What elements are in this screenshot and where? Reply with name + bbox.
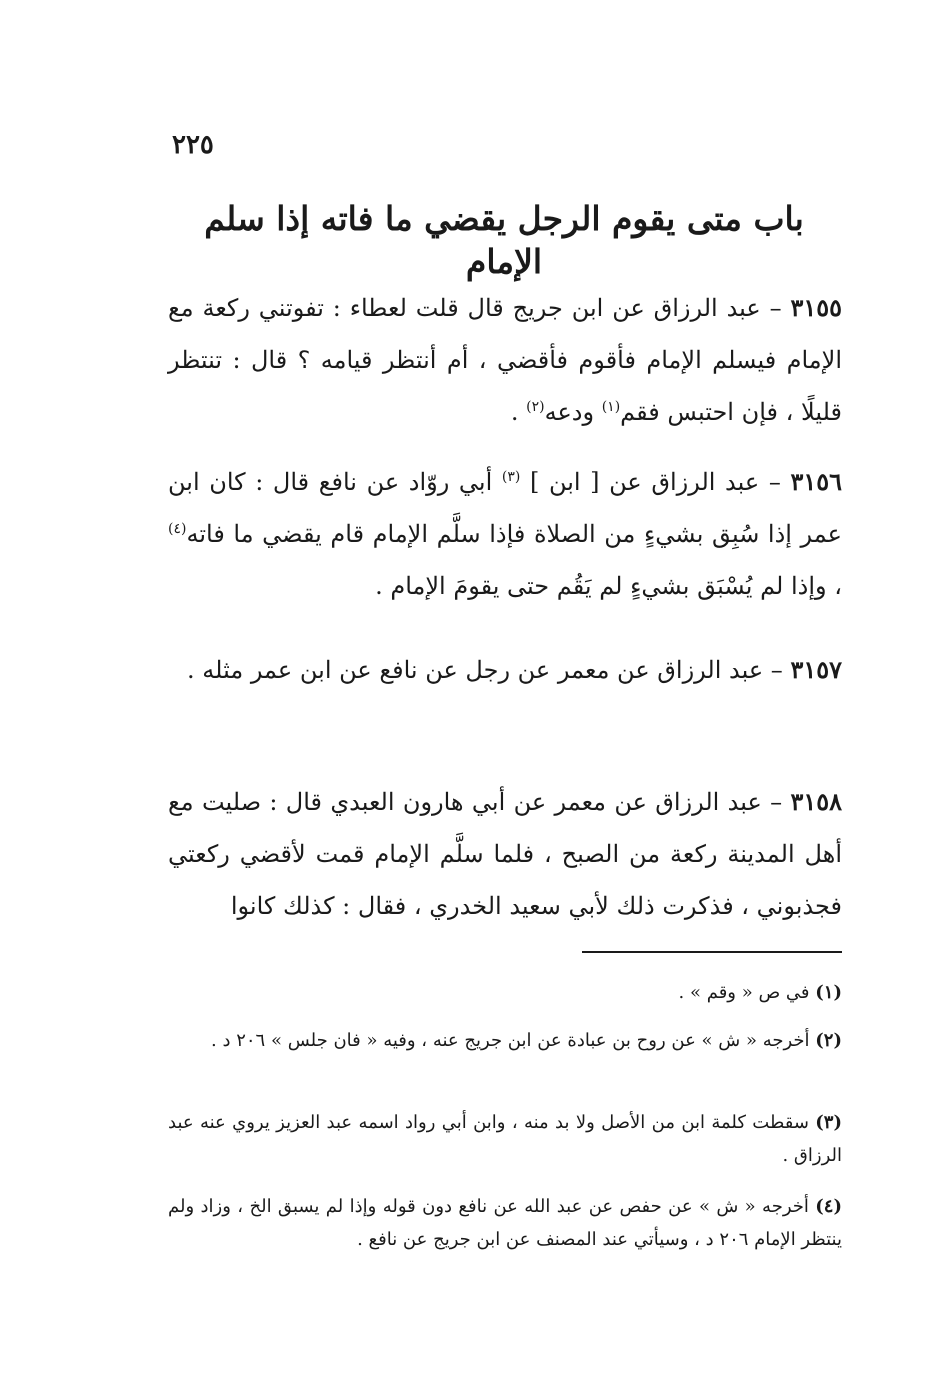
hadith-text: . (510, 398, 527, 426)
footnote-number: (١) (815, 982, 842, 1003)
hadith-number: ٣١٥٥ (790, 293, 842, 322)
hadith-3157 (168, 644, 842, 696)
hadith-text: ، وإذا لم يُسْبَق بشيءٍ لم يَقُم حتى يقومَ الإمام . (375, 572, 842, 600)
hadith-text: أبي روّاد عن نافع قال : كان ابن عمر إذا سُبِق بشيءٍ من الصلاة فإذا سلَّم الإمام قام يقضي ما فاته (168, 468, 842, 548)
footnote-divider (582, 951, 842, 953)
hadith-number: ٣١٥٨ (790, 787, 843, 816)
hadith-3156 (168, 456, 842, 612)
footnote-text: أخرجه « ش » عن روح بن عبادة عن ابن جريج عنه ، وفيه « فان جلس » ٢٠٦ د . (211, 1030, 816, 1051)
footnote-text: أخرجه « ش » عن حفص عن عبد الله عن نافع دون قوله وإذا لم يسبق الخ ، وزاد ولم ينتظر الإمام ٢٠٦ د ، وسيأتي عند المصنف عن ابن جريج عن نافع . (168, 1196, 842, 1250)
footnote-text: سقطت كلمة ابن من الأصل ولا بد منه ، وابن أبي رواد اسمه عبد العزيز يروي عنه عبد الرزاق . (168, 1112, 842, 1166)
footnote-2 (168, 1024, 842, 1057)
hadith-text: – عبد الرزاق عن ابن جريج قال قلت لعطاء : تفوتني ركعة مع الإمام فيسلم الإمام فأقوم فأقضي ، أم أنتظر قيامه ؟ قال : تنتظر قليلًا ، فإن احتبس فقم (168, 294, 842, 426)
hadith-3158 (168, 776, 842, 932)
chapter-title: باب متى يقوم الرجل يقضي ما فاته إذا سلم الإمام (204, 199, 804, 281)
footnote-number: (٤) (815, 1196, 842, 1217)
footnote-number: (٢) (815, 1030, 842, 1051)
footnote-ref: (١) (601, 399, 621, 415)
footnote-4 (168, 1190, 842, 1256)
footnote-text: في ص « وقم » . (678, 982, 816, 1003)
footnote-3 (168, 1106, 842, 1172)
hadith-text: – عبد الرزاق عن معمر عن أبي هارون العبدي قال : صليت مع أهل المدينة ركعة من الصبح ، فلما سلَّم الإمام قمت لأقضي ركعتي فجذبوني ، فذكرت ذلك لأبي سعيد الخدري ، فقال : كذلك كانوا (168, 788, 842, 920)
hadith-number: ٣١٥٦ (790, 467, 842, 496)
footnote-number: (٣) (815, 1112, 842, 1133)
footnote-ref: (٤) (168, 521, 187, 537)
hadith-text: ودعه (544, 398, 602, 426)
hadith-number: ٣١٥٧ (790, 655, 842, 684)
hadith-text: – عبد الرزاق عن معمر عن رجل عن نافع عن ابن عمر مثله . (187, 656, 791, 684)
hadith-text: – عبد الرزاق عن [ ابن ] (520, 468, 791, 496)
hadith-3155 (168, 282, 842, 438)
footnote-ref: (٢) (526, 399, 545, 415)
page-number: ٢٢٥ (172, 130, 214, 160)
footnote-1 (168, 976, 842, 1009)
footnote-ref: (٣) (501, 469, 521, 485)
